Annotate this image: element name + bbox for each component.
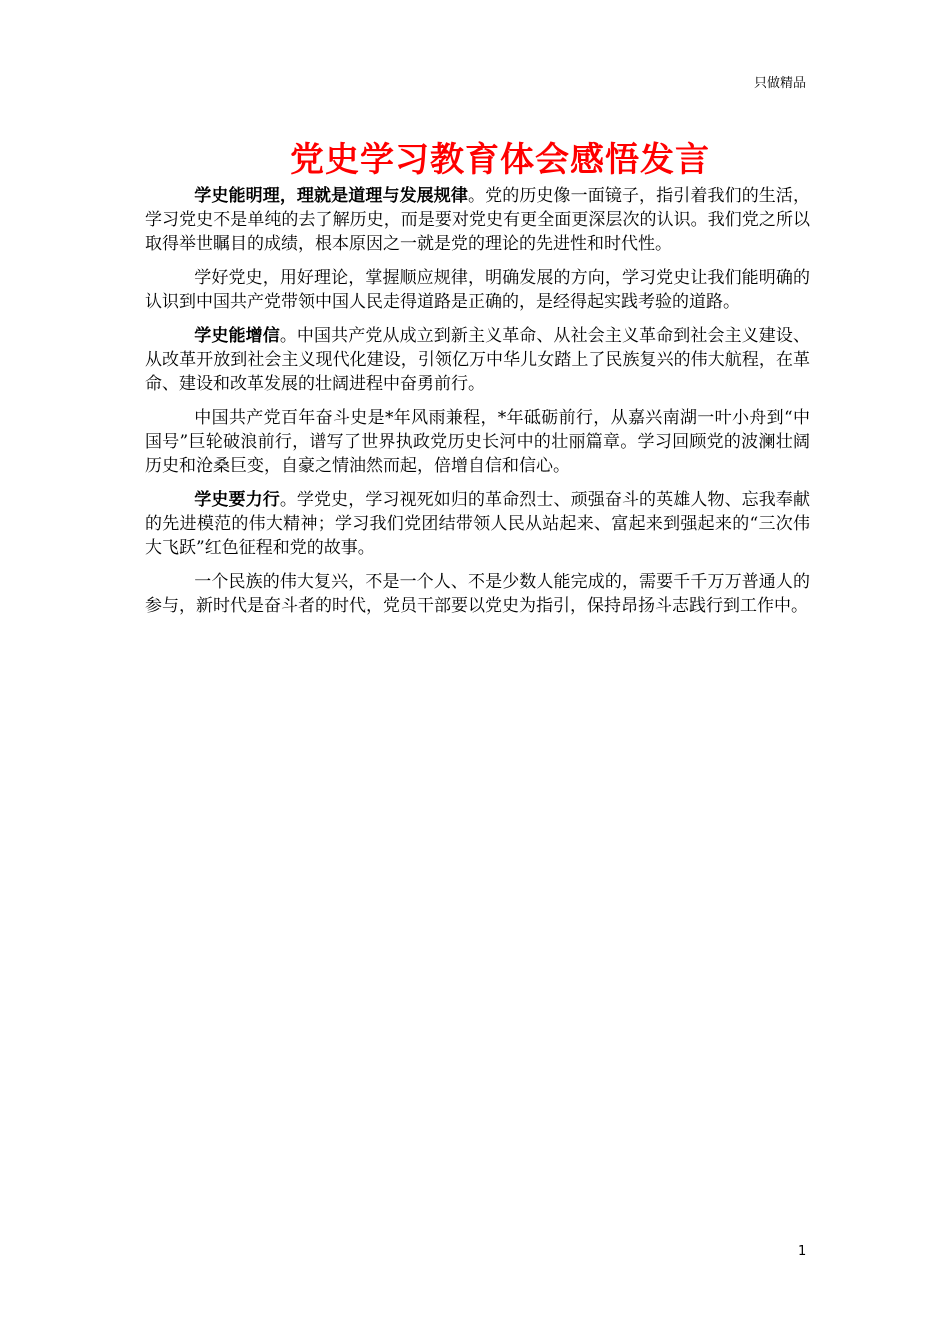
document-body [145,184,810,628]
paragraph-lead: 学史要力行 [194,490,280,510]
paragraph-text: 学好党史，用好理论，掌握顺应规律，明确发展的方向，学习党史让我们能明确的认识到中国共产党带领中国人民走得道路是正确的，是经得起实践考验的道路。 [145,268,810,312]
page-number: 1 [798,1244,807,1259]
paragraph-text: 一个民族的伟大复兴，不是一个人、不是少数人能完成的，需要千千万万普通人的参与，新时代是奋斗者的时代，党员干部要以党史为指引，保持昂扬斗志践行到工作中。 [145,572,810,616]
paragraph-text: 中国共产党百年奋斗史是*年风雨兼程，*年砥砺前行，从嘉兴南湖一叶小舟到“中国号”巨轮破浪前行，谱写了世界执政党历史长河中的壮丽篇章。学习回顾党的波澜壮阔历史和沧桑巨变，自豪之情油然而起，倍增自信和信心。 [145,408,810,476]
paragraph-3 [145,324,810,396]
paragraph-4 [145,406,810,478]
header-note: 只做精品 [753,76,806,91]
paragraph-2 [145,266,810,314]
document-title: 党史学习教育体会感悟发言 [290,140,710,180]
paragraph-text: 。中国共产党从成立到新主义革命、从社会主义革命到社会主义建设、从改革开放到社会主义现代化建设，引领亿万中华儿女踏上了民族复兴的伟大航程，在革命、建设和改革发展的壮阔进程中奋勇前行。 [145,326,811,394]
paragraph-1 [145,184,810,256]
paragraph-lead: 学史能明理，理就是道理与发展规律 [194,186,468,206]
paragraph-text: 。学党史，学习视死如归的革命烈士、顽强奋斗的英雄人物、忘我奉献的先进模范的伟大精神；学习我们党团结带领人民从站起来、富起来到强起来的“三次伟大飞跃”红色征程和党的故事。 [145,490,811,558]
paragraph-lead: 学史能增信 [194,326,280,346]
paragraph-text: 。党的历史像一面镜子，指引着我们的生活，学习党史不是单纯的去了解历史，而是要对党史有更全面更深层次的认识。我们党之所以取得举世瞩目的成绩，根本原因之一就是党的理论的先进性和时代性。 [145,186,811,254]
paragraph-6 [145,570,810,618]
paragraph-5 [145,488,810,560]
